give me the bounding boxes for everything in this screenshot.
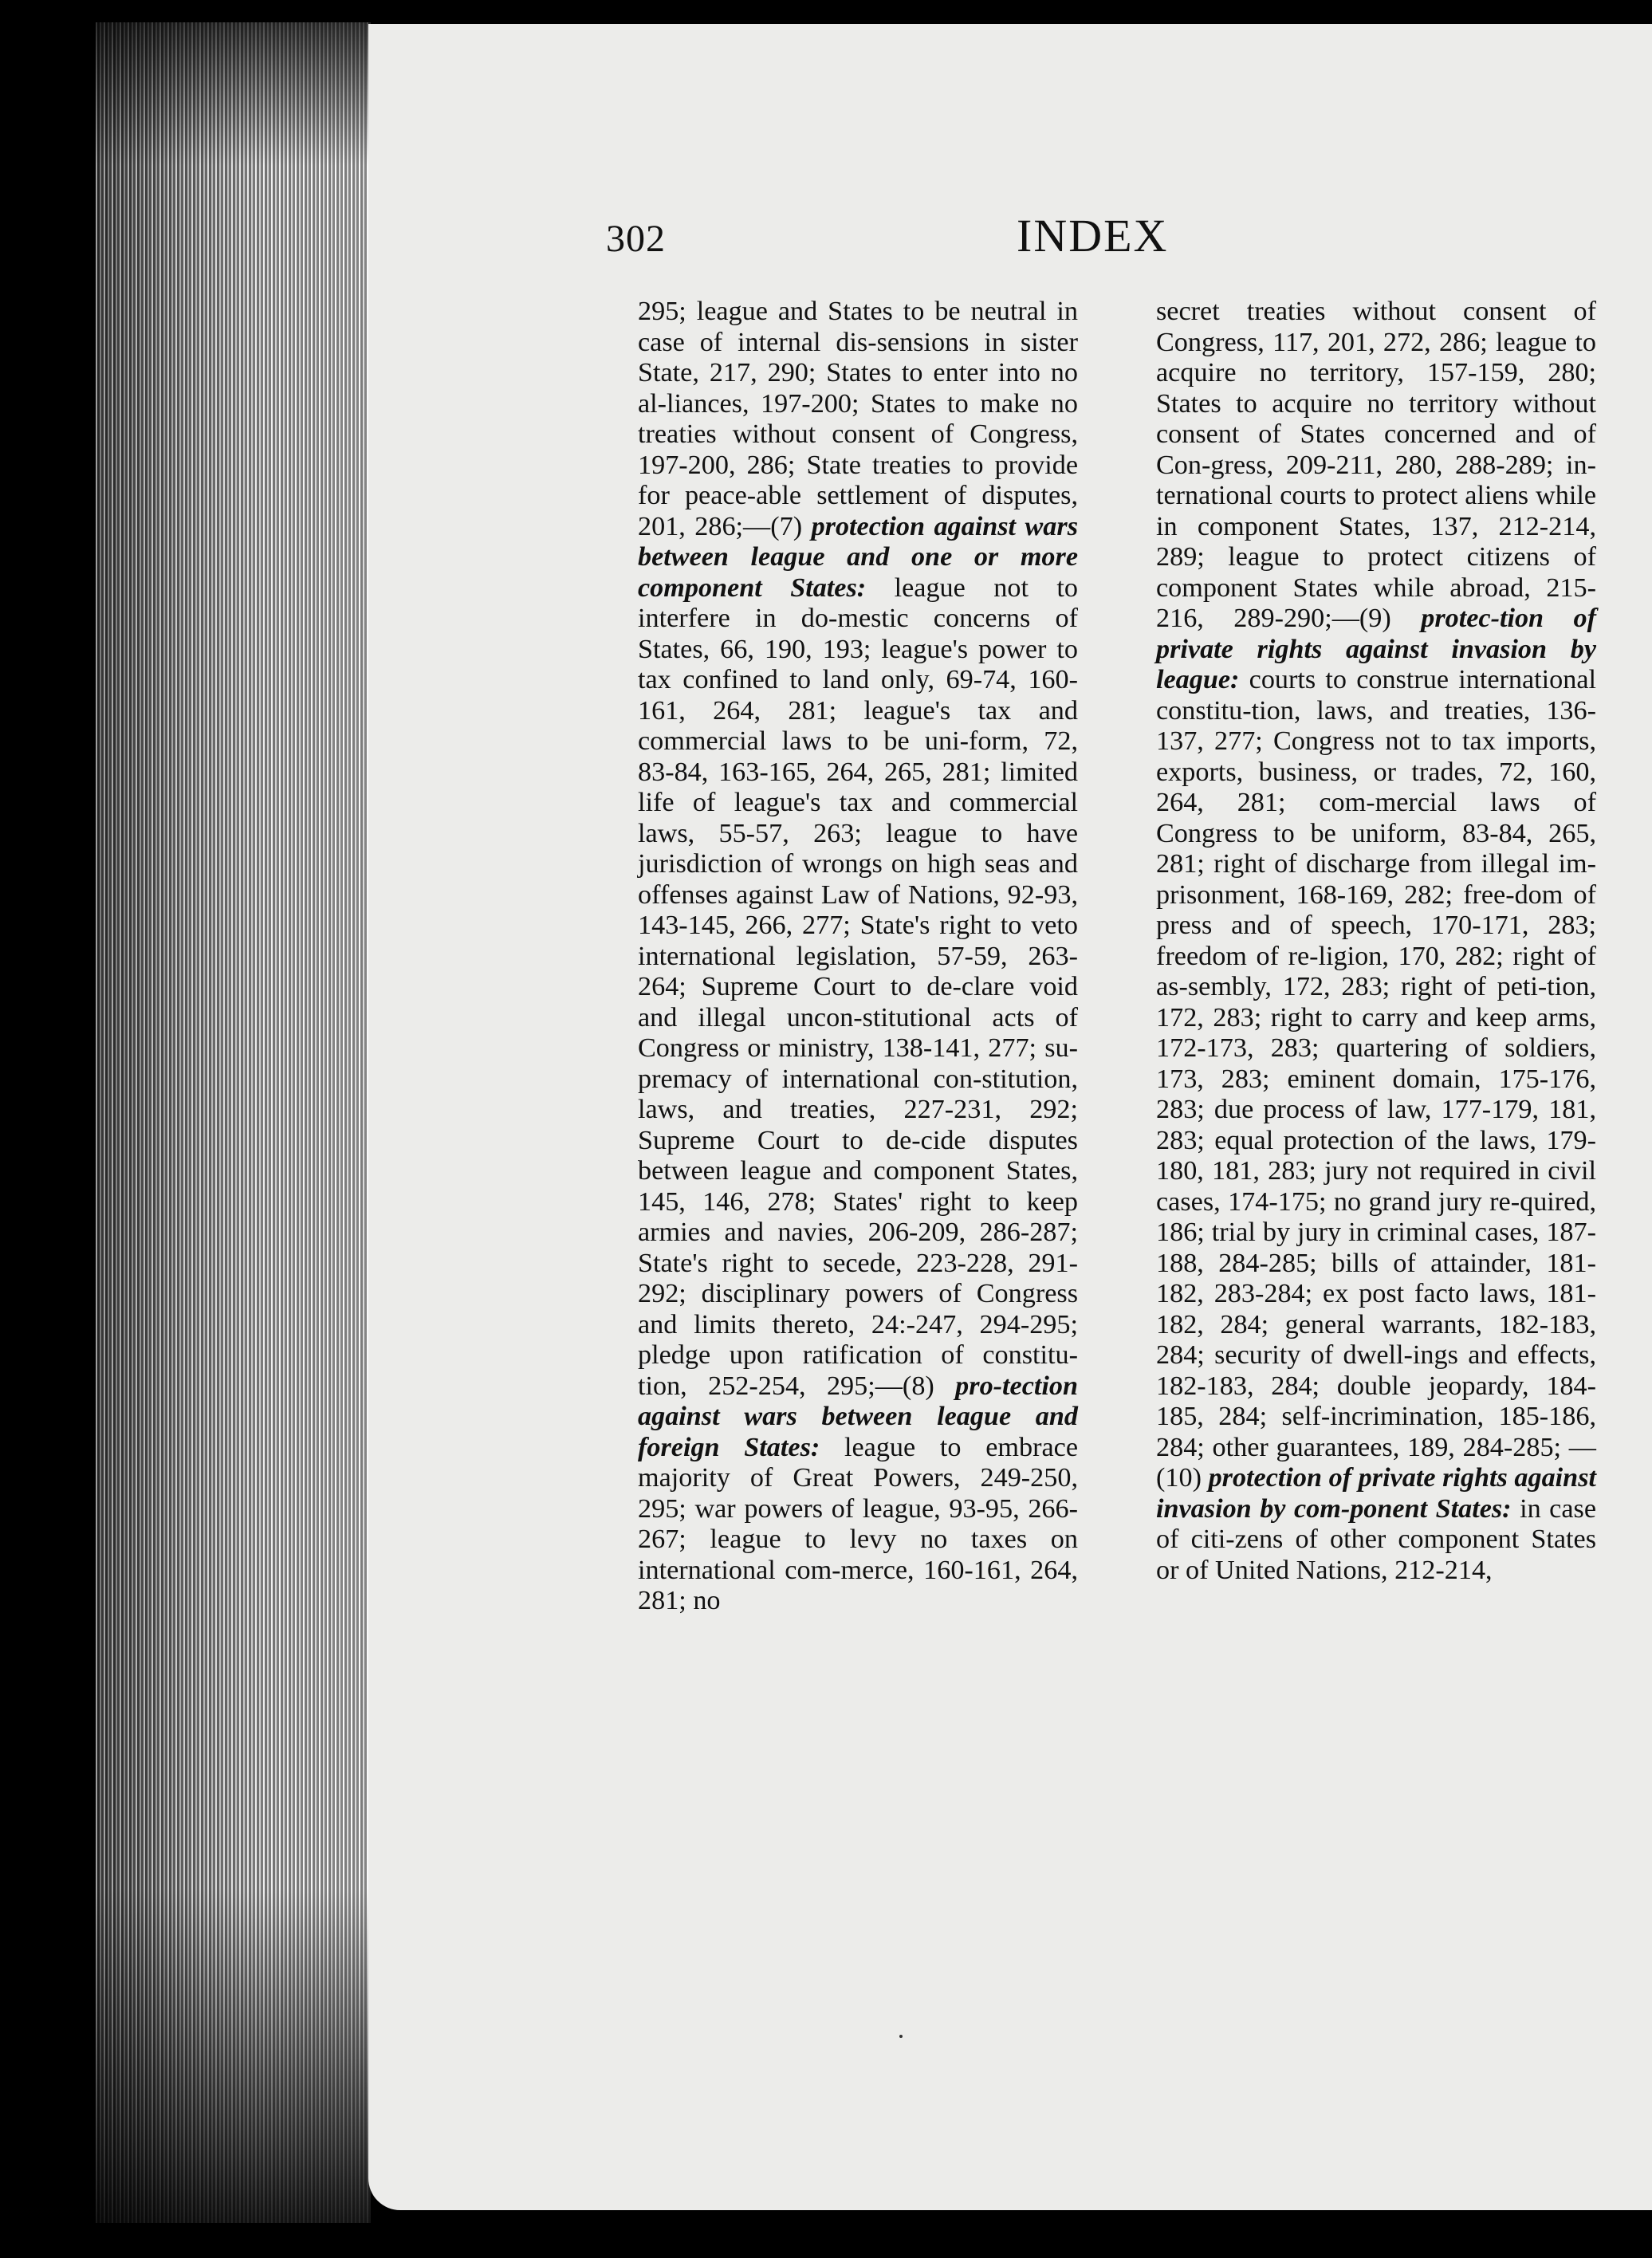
index-column-right — [1156, 297, 1596, 1586]
index-entry-text: courts to construe international constitu-tion, laws, and treaties, 136-137, 277; Congress not to tax imports, exports, business, or trades, 72, 160, 264, 281; com-mercial laws of Congress to be uniform, 83-84, 265, 281; right of discharge from illegal im-prisonment, 168-169, 282; free-dom of press and of speech, 170-171, 283; freedom of re-ligion, 170, 282; right of as-sembly, 172, 283; right of peti-tion, 172, 283; right to carry and keep arms, 172-173, 283; quartering of soldiers, 173, 283; eminent domain, 175-176, 283; due process of law, 177-179, 181, 283; equal protection of the laws, 179-180, 181, 283; jury not required in civil cases, 174-175; no grand jury re-quired, 186; trial by jury in criminal cases, 187-188, 284-285; bills of attainder, 181-182, 283-284; ex post facto laws, 181-182, 284; general warrants, 182-183, 284; security of dwell-ings and effects, 182-183, 284; double jeopardy, 184-185, 284; self-incrimination, 185-186, 284; other guarantees, 189, 284-285; —(10) — [1156, 665, 1596, 1493]
index-entry-text: secret treaties without consent of Congress, 117, 201, 272, 286; league to acquire no territory, 157-159, 280; States to acquire no territory without consent of States concerned and of Con-gress, 209-211, 280, 288-289; in-ternational courts to protect aliens while in component States, 137, 212-214, 289; league to protect citizens of component States while abroad, 215-216, 289-290;—(9) — [1156, 297, 1596, 633]
book-page-edges — [96, 22, 371, 2223]
index-column-left — [638, 297, 1078, 1617]
page-title: INDEX — [1017, 210, 1169, 262]
index-entries-left — [638, 297, 1078, 1617]
index-subheading: protection of private rights against invasion by com-ponent States: — [1156, 1463, 1596, 1524]
speck-mark — [899, 2035, 903, 2038]
index-entry-text: league not to interfere in do-mestic concerns of States, 66, 190, 193; league's power to tax confined to land only, 69-74, 160-161, 264, 281; league's tax and commercial laws to be uni-form, 72, 83-84, 163-165, 264, 265, 281; limited life of league's tax and commercial laws, 55-57, 263; league to have jurisdiction of wrongs on high seas and offenses against Law of Nations, 92-93, 143-145, 266, 277; State's right to veto international legislation, 57-59, 263-264; Supreme Court to de-clare void and illegal uncon-stitutional acts of Congress or ministry, 138-141, 277; su-premacy of international con-stitution, laws, and treaties, 227-231, 292; Supreme Court to de-cide disputes between league and component States, 145, 146, 278; States' right to keep armies and navies, 206-209, 286-287; State's right to secede, 223-228, 291-292; disciplinary powers of Congress and limits thereto, 24:-247, 294-295; pledge upon ratification of constitu-tion, 252-254, 295;—(8) — [638, 572, 1078, 1401]
running-header — [606, 209, 1642, 273]
index-entry-text: league to embrace majority of Great Powers, 249-250, 295; war powers of league, 93-95, 266-267; league to levy no taxes on international com-merce, 160-161, 264, 281; no — [638, 1432, 1079, 1615]
index-subheading: pro-tection against wars between league and foreign States: — [638, 1371, 1078, 1462]
index-entries-right — [1156, 297, 1596, 1586]
index-subheading: protection against wars between league and one or more component States: — [638, 511, 1078, 603]
index-entry-text: in case of citi-zens of other component States or of United Nations, 212-214, — [1156, 1493, 1597, 1585]
index-entry-text: 295; league and States to be neutral in case of internal dis-sensions in sister State, 217, 290; States to enter into no al-liances, 197-200; States to make no treaties without consent of Congress, 197-200, 286; State treaties to provide for peace-able settlement of disputes, 201, 286;—(7) — [638, 297, 1078, 541]
index-subheading: protec-tion of private rights against invasion by league: — [1156, 604, 1596, 694]
page-number: 302 — [606, 218, 666, 260]
